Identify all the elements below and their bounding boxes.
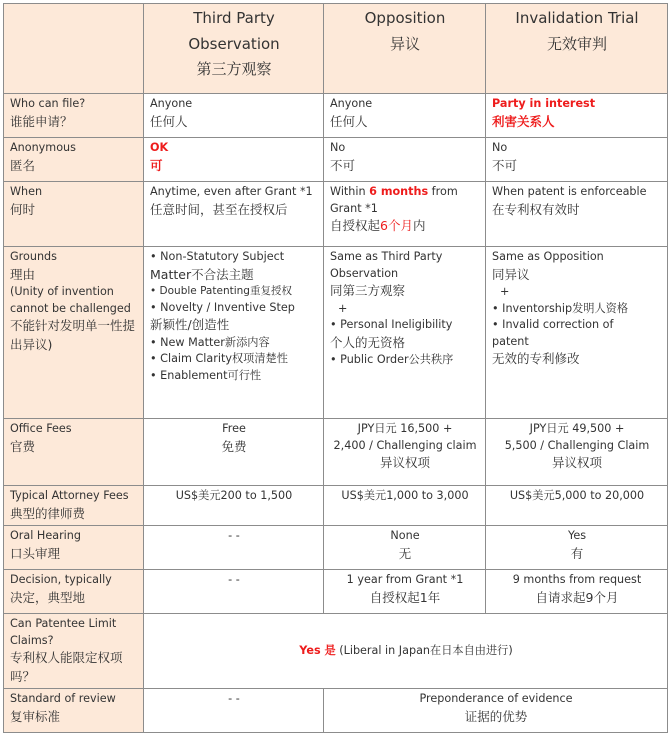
list-item: • New Matter新添内容	[150, 335, 270, 349]
list-item: +	[500, 285, 510, 299]
cell-when-tpo	[144, 182, 324, 247]
value-en: Anyone	[150, 97, 193, 110]
row-label-when	[4, 182, 144, 247]
cell-attorney-opp	[324, 486, 486, 526]
value-en: Party in interest	[492, 97, 596, 110]
value-zh: 免费	[221, 438, 247, 454]
value-zh: 无	[398, 545, 412, 561]
row-label-limit-claims	[4, 614, 144, 689]
label-zh: 谁能申请？	[10, 113, 73, 129]
comparison-table	[3, 3, 668, 733]
value-en: OK	[150, 141, 169, 154]
value-zh: 不可	[492, 157, 518, 173]
row-when	[4, 182, 668, 247]
value-line: 异议权项	[551, 455, 602, 471]
cell-anon-opp	[324, 138, 486, 182]
value-zh: 任意时间，甚至在授权后	[150, 201, 288, 217]
value-zh: 不可	[330, 157, 356, 173]
text: 内	[412, 218, 426, 234]
list-item: Same as Opposition	[492, 250, 604, 263]
cell-anon-inv	[486, 138, 668, 182]
row-label-decision	[4, 570, 144, 614]
label-en: Grounds	[10, 250, 57, 263]
list-item: +	[338, 301, 348, 315]
list-item: • Novelty / Inventive Step	[150, 300, 295, 314]
row-who-can-file	[4, 94, 668, 138]
value-zh: 自请求起9个月	[535, 589, 619, 605]
label-note-zh: 不能针对发明单一性提出异议)	[10, 318, 136, 352]
header-inv-en: Invalidation Trial	[515, 9, 639, 27]
label-zh: 何时	[10, 201, 36, 217]
list-item: 个人的无资格	[330, 334, 406, 350]
corner-cell	[4, 4, 144, 94]
list-item: • Enablement可行性	[150, 368, 262, 382]
row-label-anonymous	[4, 138, 144, 182]
label-zh: 理由	[10, 266, 36, 282]
cell-decision-inv	[486, 570, 668, 614]
row-oral-hearing	[4, 526, 668, 570]
cell-who-opp	[324, 94, 486, 138]
value-zh: 自授权起1年	[369, 589, 441, 605]
value-en: Anyone	[330, 97, 373, 110]
cell-decision-opp	[324, 570, 486, 614]
text: from	[428, 185, 458, 198]
label-en: Office Fees	[10, 422, 72, 435]
value: - -	[228, 529, 240, 543]
label-en: Oral Hearing	[10, 529, 81, 543]
header-third-party-observation	[144, 4, 324, 94]
label-zh: 专利权人能限定权项吗？	[10, 650, 123, 684]
list-item: • Non-Statutory Subject	[150, 250, 285, 263]
row-label-grounds	[4, 247, 144, 419]
row-decision	[4, 570, 668, 614]
value-line: JPY日元 49,500 +	[529, 422, 625, 435]
label-en: Decision, typically	[10, 573, 112, 587]
cell-review-tpo	[144, 689, 324, 733]
list-item: patent	[492, 334, 529, 348]
cell-limit-claims	[144, 614, 668, 689]
value-en	[330, 184, 480, 201]
row-standard-of-review	[4, 689, 668, 733]
row-label-oral-hearing	[4, 526, 144, 570]
row-grounds	[4, 247, 668, 419]
cell-fees-inv	[486, 419, 668, 486]
value-line: JPY日元 16,500 +	[357, 422, 453, 435]
value-zh	[330, 217, 480, 236]
row-attorney-fees	[4, 486, 668, 526]
value-line: 5,500 / Challenging Claim	[504, 438, 650, 452]
label-en: Anonymous	[10, 141, 76, 154]
list-item: • Personal Ineligibility	[330, 318, 453, 332]
row-label-attorney-fees	[4, 486, 144, 526]
label-zh: 匿名	[10, 157, 36, 173]
row-label-who	[4, 94, 144, 138]
header-tpo-zh: 第三方观察	[196, 60, 272, 78]
label-zh: 官费	[10, 438, 36, 454]
highlight-text: 6个月	[380, 218, 413, 234]
cell-who-tpo	[144, 94, 324, 138]
cell-oral-inv	[486, 526, 668, 570]
value-line: 异议权项	[379, 455, 430, 471]
header-tpo-en: Third Party	[193, 9, 275, 27]
highlight-text: 6 months	[369, 185, 429, 198]
value: US$美元5,000 to 20,000	[509, 489, 645, 502]
list-item: • Double Patenting重复授权	[150, 285, 292, 298]
value-en: No	[492, 141, 508, 154]
label-en: Typical Attorney Fees	[10, 489, 129, 502]
row-label-office-fees	[4, 419, 144, 486]
list-item: Observation	[330, 266, 399, 280]
cell-oral-tpo	[144, 526, 324, 570]
value-zh: 可	[150, 157, 163, 173]
value-zh: 证据的优势	[464, 708, 528, 724]
value-zh: 利害关系人	[492, 113, 555, 129]
cell-anon-tpo	[144, 138, 324, 182]
value-en: Free	[222, 422, 246, 435]
value-en: Yes	[567, 529, 587, 543]
list-item: • Public Order公共秩序	[330, 353, 454, 367]
note-text: (Liberal in Japan在日本自由进行)	[335, 643, 513, 657]
cell-grounds-tpo	[144, 247, 324, 419]
value-line: 2,400 / Challenging claim	[333, 438, 477, 452]
header-invalidation-trial	[486, 4, 668, 94]
cell-oral-opp	[324, 526, 486, 570]
row-label-standard-of-review	[4, 689, 144, 733]
list-item: Same as Third Party	[330, 250, 443, 263]
header-row	[4, 4, 668, 94]
header-tpo-en2: Observation	[188, 34, 280, 53]
text: Within	[330, 185, 370, 198]
header-opposition	[324, 4, 486, 94]
value: - -	[228, 692, 240, 706]
list-item: Matter不合法主题	[150, 266, 254, 282]
list-item: 无效的专利修改	[492, 351, 580, 367]
value: US$美元1,000 to 3,000	[341, 489, 469, 502]
row-office-fees	[4, 419, 668, 486]
label-zh: 复审标准	[10, 708, 61, 724]
value: US$美元200 to 1,500	[175, 489, 293, 502]
cell-decision-tpo	[144, 570, 324, 614]
text: 自授权起	[330, 218, 381, 234]
cell-fees-opp	[324, 419, 486, 486]
cell-when-inv	[486, 182, 668, 247]
value-en: 1 year from Grant *1	[346, 573, 464, 587]
label-en: Who can file?	[10, 97, 86, 110]
value-en: No	[330, 141, 346, 154]
cell-grounds-opp	[324, 247, 486, 419]
label-zh: 口头审理	[10, 545, 61, 561]
cell-fees-tpo	[144, 419, 324, 486]
value-en: Preponderance of evidence	[419, 692, 573, 706]
list-item: • Invalid correction of	[492, 318, 614, 332]
label-zh: 决定，典型地	[10, 589, 86, 605]
row-limit-claims	[4, 614, 668, 689]
value-zh: 任何人	[150, 113, 188, 129]
cell-attorney-tpo	[144, 486, 324, 526]
list-item: 同异议	[492, 266, 530, 282]
list-item: • Claim Clarity权项清楚性	[150, 352, 288, 366]
value-en: Anytime, even after Grant *1	[150, 185, 313, 198]
label-zh: 典型的律师费	[10, 505, 86, 521]
list-item: • Inventorship发明人资格	[492, 301, 629, 315]
row-anonymous	[4, 138, 668, 182]
label-en: Can Patentee Limit Claims?	[10, 617, 117, 647]
list-item: 新颖性/创造性	[150, 317, 230, 333]
value-zh: 在专利权有效时	[492, 201, 580, 217]
cell-when-opp	[324, 182, 486, 247]
value-zh: 有	[570, 545, 584, 561]
header-inv-zh: 无效审判	[546, 34, 607, 53]
label-en: When	[10, 185, 43, 198]
value-en: When patent is enforceable	[492, 185, 647, 198]
label-en: Standard of review	[10, 692, 116, 706]
value-en: 9 months from request	[512, 573, 642, 587]
value: - -	[228, 573, 240, 587]
value-zh: 任何人	[330, 113, 368, 129]
cell-who-inv	[486, 94, 668, 138]
cell-review-opp-inv	[324, 689, 668, 733]
value-en-2: Grant *1	[330, 201, 378, 215]
header-opp-zh: 异议	[389, 34, 420, 53]
label-note-en: (Unity of invention cannot be challenged	[10, 285, 131, 315]
list-item: 同第三方观察	[330, 283, 406, 299]
value-en: None	[390, 529, 420, 543]
yes-text: Yes 是	[299, 643, 336, 657]
header-opp-en: Opposition	[364, 9, 446, 27]
cell-grounds-inv	[486, 247, 668, 419]
cell-attorney-inv	[486, 486, 668, 526]
